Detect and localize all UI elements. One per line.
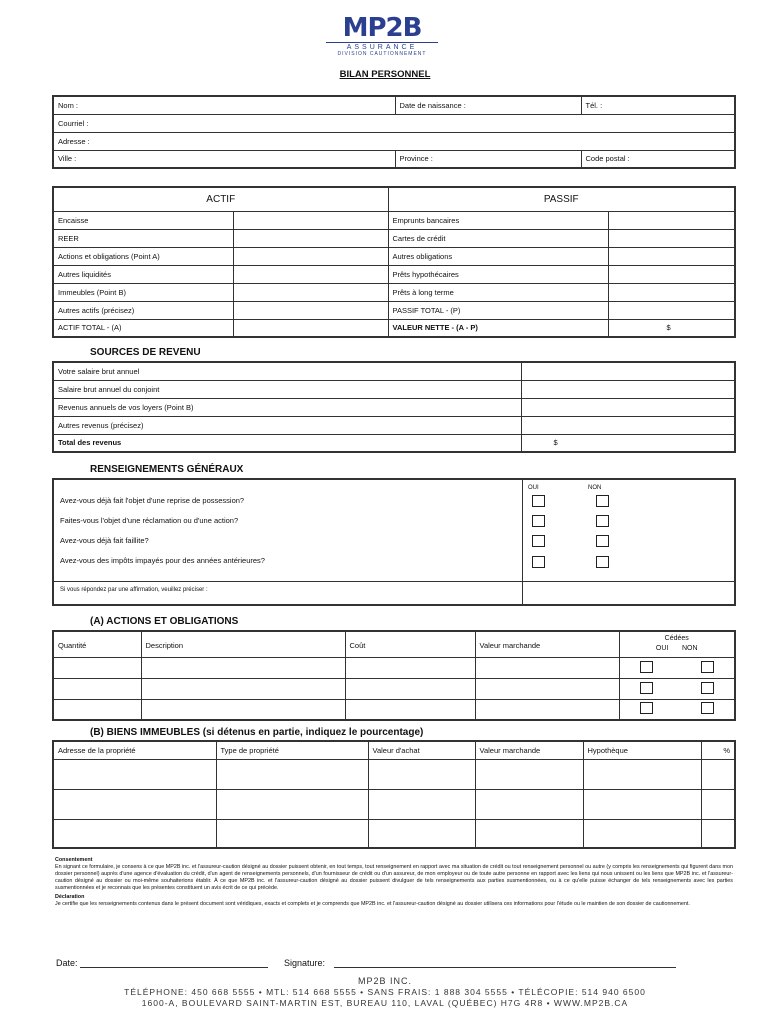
action-cell[interactable] — [475, 657, 619, 678]
actif-header: ACTIF — [53, 187, 388, 211]
bien-cell[interactable] — [368, 789, 475, 819]
bien-cell[interactable] — [53, 819, 216, 848]
revenu-label: Autres revenus (précisez) — [53, 416, 521, 434]
revenu-value[interactable] — [521, 362, 735, 380]
question-non-checkbox[interactable] — [596, 556, 609, 568]
bien-cell[interactable] — [53, 759, 216, 789]
biens-title: (B) BIENS IMMEUBLES (si détenus en partie, indiquez le pourcentage) — [90, 727, 424, 738]
bien-cell[interactable] — [583, 819, 701, 848]
oui-header: OUI — [528, 485, 539, 491]
passif-value[interactable] — [608, 229, 735, 247]
bien-cell[interactable] — [583, 759, 701, 789]
passif-value[interactable] — [608, 247, 735, 265]
logo-division: DIVISION CAUTIONNEMENT — [337, 51, 427, 57]
action-cell[interactable] — [141, 657, 345, 678]
revenu-value[interactable] — [521, 398, 735, 416]
bien-cell[interactable] — [475, 789, 583, 819]
col-cedees — [619, 631, 735, 657]
bien-cell[interactable] — [216, 819, 368, 848]
cedees-oui: OUI — [655, 645, 669, 653]
cedee-non-checkbox[interactable] — [701, 661, 714, 673]
action-cell[interactable] — [345, 699, 475, 720]
bien-cell[interactable] — [583, 789, 701, 819]
actif-label: Immeubles (Point B) — [53, 283, 233, 301]
actif-label: Autres actifs (précisez) — [53, 301, 233, 319]
date-line[interactable] — [80, 967, 268, 968]
col-pourcentage: % — [701, 741, 735, 759]
col-description: Description — [141, 631, 345, 657]
actif-label: Autres liquidités — [53, 265, 233, 283]
cedees-non: NON — [682, 645, 698, 653]
action-cell[interactable] — [475, 678, 619, 699]
declaration-text: Je certifie que les renseignements contenus dans le présent document sont véridiques, exacts et complets et je comprends que MP2B inc. et l'assureur-caution désigné au dossier utilisera ces informations pour l'étude ou le maintien de son dossier de cautionnement. — [55, 901, 690, 907]
question-label: Avez-vous déjà fait l'objet d'une reprise de possession? — [60, 496, 245, 505]
passif-value[interactable] — [608, 265, 735, 283]
logo-wordmark: MP2B — [342, 13, 422, 43]
revenu-table — [52, 361, 736, 453]
col-adresse: Adresse de la propriété — [53, 741, 216, 759]
cedees-label: Cédées — [664, 635, 689, 643]
signature-line[interactable] — [334, 967, 676, 968]
mp2b-logo — [326, 13, 438, 58]
action-cell[interactable] — [53, 678, 141, 699]
bien-cell[interactable] — [475, 819, 583, 848]
precisez-note: Si vous répondez par une affirmation, veuillez préciser : — [60, 587, 208, 593]
signature-label: Signature: — [284, 958, 326, 968]
question-label: Faites-vous l'objet d'une réclamation ou d'une action? — [60, 516, 239, 525]
actif-value[interactable] — [233, 211, 388, 229]
col-hypotheque: Hypothèque — [583, 741, 701, 759]
bien-cell[interactable] — [368, 759, 475, 789]
cedee-oui-checkbox[interactable] — [640, 682, 653, 694]
naissance-field[interactable]: Date de naissance : — [395, 96, 581, 114]
actif-label: Encaisse — [53, 211, 233, 229]
bien-cell[interactable] — [475, 759, 583, 789]
footer-address: 1600-A, BOULEVARD SAINT-MARTIN EST, BUREAU 110, LAVAL (QUÉBEC) H7G 4R8 • WWW.MP2B.CA — [141, 998, 629, 1008]
revenu-value[interactable] — [521, 416, 735, 434]
cedee-non-checkbox[interactable] — [701, 682, 714, 694]
actif-value[interactable] — [233, 265, 388, 283]
passif-label: Cartes de crédit — [388, 229, 608, 247]
question-label: Avez-vous des impôts impayés pour des années antérieures? — [60, 556, 265, 565]
passif-label: Autres obligations — [388, 247, 608, 265]
col-cout: Coût — [345, 631, 475, 657]
action-cell[interactable] — [53, 699, 141, 720]
passif-label: Prêts à long terme — [388, 283, 608, 301]
consent-title: Consentement — [55, 857, 93, 863]
identification-table — [52, 95, 736, 169]
valeur-nette-value[interactable]: $ — [608, 319, 735, 337]
passif-label: PASSIF TOTAL - (P) — [388, 301, 608, 319]
question-non-checkbox[interactable] — [596, 495, 609, 507]
revenu-title: SOURCES DE REVENU — [90, 347, 201, 358]
passif-value[interactable] — [608, 301, 735, 319]
action-cell[interactable] — [345, 657, 475, 678]
question-oui-checkbox[interactable] — [532, 515, 545, 527]
revenu-label: Votre salaire brut annuel — [53, 362, 521, 380]
actif-total-label: ACTIF TOTAL - (A) — [53, 319, 233, 337]
action-cell[interactable] — [475, 699, 619, 720]
cedee-oui-checkbox[interactable] — [640, 702, 653, 714]
actif-total-value[interactable] — [233, 319, 388, 337]
col-quantite: Quantité — [53, 631, 141, 657]
question-non-checkbox[interactable] — [596, 515, 609, 527]
cedee-oui-checkbox[interactable] — [640, 661, 653, 673]
total-revenus-label: Total des revenus — [53, 434, 521, 452]
footer-phones: TÉLÉPHONE: 450 668 5555 • MTL: 514 668 5555 • SANS FRAIS: 1 888 304 5555 • TÉLÉCOPIE: 514 940 6500 — [124, 987, 646, 997]
revenu-label: Revenus annuels de vos loyers (Point B) — [53, 398, 521, 416]
total-revenus-value[interactable]: $ — [521, 434, 735, 452]
bien-cell[interactable] — [216, 789, 368, 819]
revenu-label: Salaire brut annuel du conjoint — [53, 380, 521, 398]
province-field[interactable]: Province : — [395, 150, 581, 168]
consent-text: En signant ce formulaire, je consens à ce que MP2B inc. et l'assureur-caution désigné au dossier puissent obtenir, en tout temps, tout renseignement en rapport avec ma situation de crédit ou tout renseignement personnel ou autre (y compris les renseignements qui figurent dans mon dossier personnel) auprès d'une agence d'évaluation du crédit, d'un agent de renseignements personnels, d'un fournisseur de crédit ou d'un assureur, de mon employeur ou de toute autre personne en rapport avec les liens qui nous unissent ou les liens que MP2B inc. et l'assureur-caution désigné au dossier ou moi-même souhaiterions établir. À ce que MP2B inc. et l'assureur-caution désigné au dossier puissent divulguer de tels renseignements aux parties susmentionnées, ou à ce qu'elle puisse échanger de tels renseignements avec les parties susmentionnées et je reconnais que les présentes constituent un avis écrit de ce qui précède. — [55, 864, 733, 891]
page-title: BILAN PERSONNEL — [339, 69, 431, 80]
courriel-field[interactable]: Courriel : — [53, 114, 735, 132]
actif-label: REER — [53, 229, 233, 247]
passif-header: PASSIF — [388, 187, 735, 211]
code-postal-field[interactable]: Code postal : — [581, 150, 735, 168]
bien-cell[interactable] — [216, 759, 368, 789]
nom-field[interactable]: Nom : — [53, 96, 395, 114]
bien-cell[interactable] — [368, 819, 475, 848]
actif-value[interactable] — [233, 283, 388, 301]
col-valeur-achat: Valeur d'achat — [368, 741, 475, 759]
footer-company: MP2B INC. — [357, 976, 412, 986]
valeur-nette-label: VALEUR NETTE - (A - P) — [388, 319, 608, 337]
logo-subtitle: ASSURANCE — [326, 42, 438, 51]
actif-value[interactable] — [233, 247, 388, 265]
passif-value[interactable] — [608, 283, 735, 301]
biens-table — [52, 740, 736, 849]
question-non-checkbox[interactable] — [596, 535, 609, 547]
question-oui-checkbox[interactable] — [532, 495, 545, 507]
action-cell[interactable] — [53, 657, 141, 678]
question-oui-checkbox[interactable] — [532, 556, 545, 568]
actif-value[interactable] — [233, 229, 388, 247]
passif-value[interactable] — [608, 211, 735, 229]
passif-label: Emprunts bancaires — [388, 211, 608, 229]
actif-value[interactable] — [233, 301, 388, 319]
adresse-field[interactable]: Adresse : — [53, 132, 735, 150]
ville-field[interactable]: Ville : — [53, 150, 395, 168]
consent-section — [55, 857, 733, 908]
col-valeur-marchande: Valeur marchande — [475, 631, 619, 657]
date-label: Date: — [56, 958, 78, 968]
action-cell[interactable] — [345, 678, 475, 699]
col-valeur-marchande: Valeur marchande — [475, 741, 583, 759]
actions-table — [52, 630, 736, 721]
cedee-non-checkbox[interactable] — [701, 702, 714, 714]
bien-cell[interactable] — [701, 819, 735, 848]
action-cell[interactable] — [141, 699, 345, 720]
question-label: Avez-vous déjà fait faillite? — [60, 536, 149, 545]
question-oui-checkbox[interactable] — [532, 535, 545, 547]
bilan-table — [52, 186, 736, 338]
bien-cell[interactable] — [701, 789, 735, 819]
action-cell[interactable] — [141, 678, 345, 699]
general-title: RENSEIGNEMENTS GÉNÉRAUX — [90, 464, 244, 475]
declaration-title: Déclaration — [55, 894, 85, 900]
non-header: NON — [588, 485, 602, 491]
revenu-value[interactable] — [521, 380, 735, 398]
tel-field[interactable]: Tél. : — [581, 96, 735, 114]
actions-title: (A) ACTIONS ET OBLIGATIONS — [90, 616, 239, 627]
bien-cell[interactable] — [701, 759, 735, 789]
actif-label: Actions et obligations (Point A) — [53, 247, 233, 265]
col-type: Type de propriété — [216, 741, 368, 759]
bien-cell[interactable] — [53, 789, 216, 819]
passif-label: Prêts hypothécaires — [388, 265, 608, 283]
general-box — [52, 478, 736, 606]
